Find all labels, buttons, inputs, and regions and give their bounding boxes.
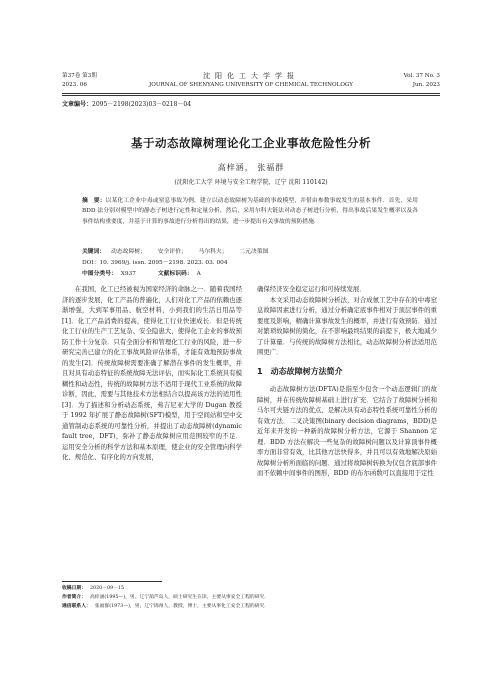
doi: DOI：10. 3969/j. issn. 2095－2198. 2023. 03. 004 [82, 260, 228, 266]
header-rule-thin [62, 95, 440, 96]
body-column-left [62, 284, 242, 463]
keywords [82, 247, 418, 258]
journal-name-en: JOURNAL OF SHENYANG UNIVERSITY OF CHEMICAL TECHNOLOGY [148, 82, 353, 88]
paper-title: 基于动态故障树理论化工企业事故危险性分析 [131, 136, 371, 150]
author-bio-value: 高梓涵(1995—)，男，辽宁葫芦岛人，硕士研究生在读，主要从事安全工程的研究． [90, 595, 270, 600]
header-right [404, 72, 440, 90]
keyword: 二元决策图 [239, 249, 269, 255]
footnote-rule [62, 581, 162, 582]
received-value: 2020－09－15 [90, 586, 125, 591]
doc-code-value: A [196, 271, 201, 277]
body-column-right [257, 284, 437, 479]
affiliation: (沈阳化工大学 环境与安全工程学院，辽宁 沈阳 110142) [174, 179, 328, 186]
clc-label: 中图分类号： [82, 271, 117, 277]
metadata-block [82, 247, 418, 280]
classification [82, 269, 418, 280]
doc-code-label: 文献标识码： [157, 271, 193, 277]
corresponding-label: 通信联系人： [62, 604, 91, 609]
abstract [82, 196, 418, 227]
abstract-text: 以某化工企业中毒或窒息事故为例，建立以动态故障树为基础的事故模型，并借由参数事故发生的基本事件．首先，采用 BDD 法分别对模型中的静态子树进行定性和定量分析，然后，采用尔科夫链法对动态子树进行分析，得出事故后果发生概率以及各事件结构重要度，并基于计算的事故进行分析得出的结果，进一步提出有关事故的预防措施． [82, 198, 418, 225]
footnote-corresponding [62, 602, 440, 611]
volume-issue-cn: 第37卷 第3期 [62, 73, 97, 79]
footnote-author [62, 593, 440, 602]
section-title: 动态故障树方法简介 [270, 366, 343, 376]
keyword: 安全评价； [157, 249, 187, 255]
received-label: 收稿日期： [62, 586, 86, 591]
keyword: 马尔科夫； [198, 249, 228, 255]
journal-name-cn: 沈阳化工大学学报 [203, 72, 299, 80]
keyword: 动态故障树； [111, 249, 146, 255]
author-bio-label: 作者简介： [62, 595, 86, 600]
body-paragraph: 本文采用动态故障树分析法，对合成氨工艺中存在的中毒窒息故障因素进行分析，通过分析确定底事件相对于顶层事件的重要度及影响，精确计算事故发生的概率，并进行有效预防．通过对繁琐故障树的简化，在不影响最终结果的前提下，极大地减少了计算量．与传统的故障树方法相比，动态故障树分析法适用范围更广． [257, 295, 437, 356]
article-number [62, 99, 191, 108]
section-heading [257, 367, 437, 378]
authors: 高梓涵， 张福群 [217, 163, 285, 172]
section-number: 1 [257, 366, 263, 376]
body-paragraph: 确保经济安全稳定运行和可持续发展． [257, 285, 366, 293]
article-number-value: 2095－2198(2023)03－0218－04 [92, 101, 192, 108]
keywords-label: 关键词： [82, 249, 106, 255]
volume-issue-en: Vol. 37 No. 3 [403, 73, 440, 79]
abstract-label: 摘 要： [82, 198, 106, 204]
footnotes [62, 584, 440, 611]
body-paragraph: 动态故障树方法(DFTA)是指至少包含一个动态逻辑门的故障树，并在传统故障树基础上进行扩充．它结合了故障树分析和马尔可夫链方法的优点，是解决具有动态特性系统可靠性分析的有效方法．二叉决策图(binary decision diagrams，BDD)是近年来开发的一种新的故障树分析方法，它源于 Shannon 定理．BDD 方法在解决一些复杂的故障树问题以及计算顶事件概率方面非常有效，比其他方法快得多，并且可以有效地解决原始故障树分析所面临的问题．通过将故障树转换为仅包含底部事件而不依赖中间事件的图形，BDD 的布尔函数可以直接用于定性 [257, 385, 437, 477]
issue-date-right: Jun. 2023 [412, 82, 440, 88]
footnote-received [62, 584, 440, 593]
corresponding-value: 张福群(1973—)，男，辽宁锦州人，教授，博士，主要从事化工安全工程的研究． [94, 604, 270, 609]
clc-value: X937 [120, 271, 136, 277]
issue-date-left: 2023. 06 [62, 82, 87, 88]
header-center [62, 72, 440, 90]
article-number-label: 文章编号： [62, 101, 93, 108]
body-paragraph: 在我国，化工已经被视为国家经济的命脉之一．随着我国经济的逐步发展，化工产品的普遍化，人们对化工产品的依赖也逐渐增强，大到军事用品、航空材料，小到我们的生活日用品等[1]．化工产品消费的提高，使得化工行业快速成长．但是传统化工行业的生产工艺复杂、安全隐患大，使得化工企业的事故预防工作十分复杂．只有全面分析和管理化工行业的风险，进一步研究完善已建立的化工事故风险评估体系，才能有效地预防事故的发生[2]．传统故障树需要准确了解潜在事件的发生概率，并且对具有动态特征的系统故障无法评估，而实际化工系统具有模糊性和动态性，传统的故障树方法不适用于现代工业系统的故障诊断，因此，需要与其他技术方法相结合以提高该方法的适用性[3]．为了描述和分析动态系统，弗吉尼亚大学的 Dugan 教授于 1992 年扩展了静态故障树(SFT)模型，用于空间站和空中交通管制动态系统的可靠性分析，并提出了动态故障树(dynamic fault tree，DFT)，弥补了静态故障树应用范围较窄的不足．运用安全分析的科学方法和基本原理，使企业的安全管理向科学化、规范化、有序化的方向发展， [62, 285, 242, 461]
header-rule [62, 93, 440, 94]
